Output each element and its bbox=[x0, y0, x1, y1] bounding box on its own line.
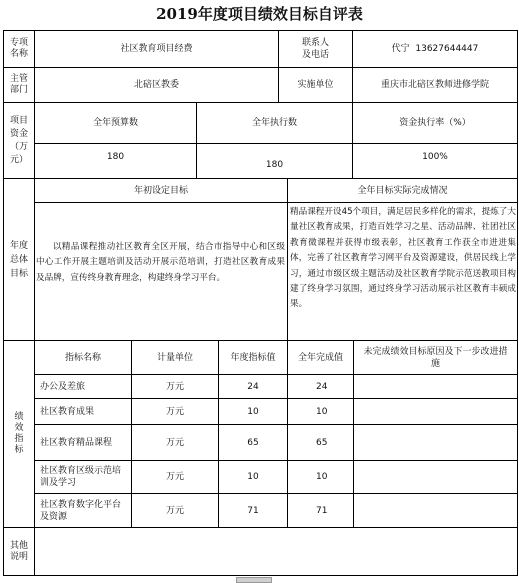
metric-row-actual: 10 bbox=[316, 472, 328, 482]
metric-row-reason bbox=[354, 399, 517, 424]
metric-header-unit: 计量单位 bbox=[156, 352, 193, 363]
metric-row-reason bbox=[354, 494, 517, 527]
dept-label: 主管部门 bbox=[9, 74, 28, 95]
actual-goal-text: 精品课程开设45个项目，满足居民多样化的需求，提炼了大量社区教育成果，打造百姓学习之星、活动品牌、社团社区教育微课程并获得市级表彰，社区教育工作获全市进进集体，完善了社区教育学习网平台及资源建设，供居民线上学习，通过市级区级主题活动及社区教育学院示范送教项目构建了终身学习氛围，通过终身学习活动展示社区教育丰硕成果。 bbox=[290, 207, 516, 310]
page-title: 2019年度项目绩效目标自评表 bbox=[156, 5, 363, 23]
row-divider bbox=[34, 202, 518, 203]
other-value bbox=[35, 528, 517, 575]
metric-header-reason: 未完成绩效目标原因及下一步改进措施 bbox=[363, 346, 508, 369]
fund-label: 项目资金（万元） bbox=[9, 115, 28, 165]
initial-goal-header: 年初设定目标 bbox=[133, 185, 188, 196]
impl-label: 实施单位 bbox=[297, 80, 334, 90]
initial-goal-text: 以精品课程推动社区教育全区开展，结合市指导中心和区级中心工作开展主题培训及活动开展示范培训，打造社区教育成果及品牌，宣传终身教育理念，构建终身学习平台。 bbox=[36, 242, 285, 283]
project-name-value: 社区教育项目经费 bbox=[120, 44, 193, 54]
metric-row-unit: 万元 bbox=[165, 437, 184, 448]
metric-row-name: 社区教育精品课程 bbox=[40, 437, 113, 448]
metric-row-actual: 65 bbox=[316, 437, 328, 448]
metric-row-target: 71 bbox=[247, 505, 259, 516]
dept-value: 北碚区教委 bbox=[133, 80, 179, 90]
metric-header-actual: 全年完成值 bbox=[297, 352, 343, 363]
metric-row-target: 65 bbox=[247, 437, 259, 448]
exec-value: 180 bbox=[265, 160, 284, 170]
metric-row-actual: 71 bbox=[316, 505, 328, 516]
scrollbar-handle[interactable] bbox=[236, 577, 272, 583]
metric-row-name: 社区教育数字化平台及资源 bbox=[40, 499, 122, 522]
contact-label: 联系人及电话 bbox=[301, 38, 329, 60]
actual-goal-header: 全年目标实际完成情况 bbox=[357, 185, 448, 196]
metric-row-unit: 万元 bbox=[165, 406, 184, 417]
exec-label: 全年执行数 bbox=[251, 118, 297, 128]
metric-row-target: 10 bbox=[247, 472, 259, 482]
rate-label: 资金执行率（%） bbox=[399, 118, 471, 128]
col-divider bbox=[287, 178, 288, 340]
metric-row-unit: 万元 bbox=[165, 381, 184, 392]
metric-row-name: 社区教育区级示范培训及学习 bbox=[40, 466, 122, 488]
table-border-right bbox=[517, 30, 518, 576]
metric-row-target: 10 bbox=[247, 406, 259, 417]
metric-row-name: 社区教育成果 bbox=[40, 406, 95, 417]
budget-value: 180 bbox=[106, 152, 125, 162]
project-name-label: 专项名称 bbox=[9, 38, 28, 59]
contact-value: 代宁 13627644447 bbox=[391, 44, 479, 54]
metric-header-target: 年度指标值 bbox=[230, 352, 276, 363]
other-label: 其他说明 bbox=[9, 540, 28, 562]
metric-row-actual: 24 bbox=[316, 381, 328, 392]
rate-value: 100% bbox=[422, 152, 448, 162]
metric-row-actual: 10 bbox=[316, 406, 328, 417]
metric-row-reason bbox=[354, 375, 517, 398]
metric-row-target: 24 bbox=[247, 381, 259, 392]
goals-section-label: 年度总体目标 bbox=[9, 240, 28, 279]
impl-value: 重庆市北碚区教师进修学院 bbox=[380, 80, 489, 90]
table-border-bottom bbox=[3, 575, 518, 576]
budget-label: 全年预算数 bbox=[92, 118, 138, 128]
metric-header-name: 指标名称 bbox=[64, 352, 101, 363]
metric-row-unit: 万元 bbox=[165, 505, 184, 516]
metric-row-name: 办公及差旅 bbox=[40, 381, 86, 392]
metrics-section-label: 绩效指标 bbox=[14, 412, 24, 455]
metric-row-reason bbox=[354, 425, 517, 460]
metric-row-unit: 万元 bbox=[165, 472, 184, 482]
metric-row-reason bbox=[354, 461, 517, 493]
